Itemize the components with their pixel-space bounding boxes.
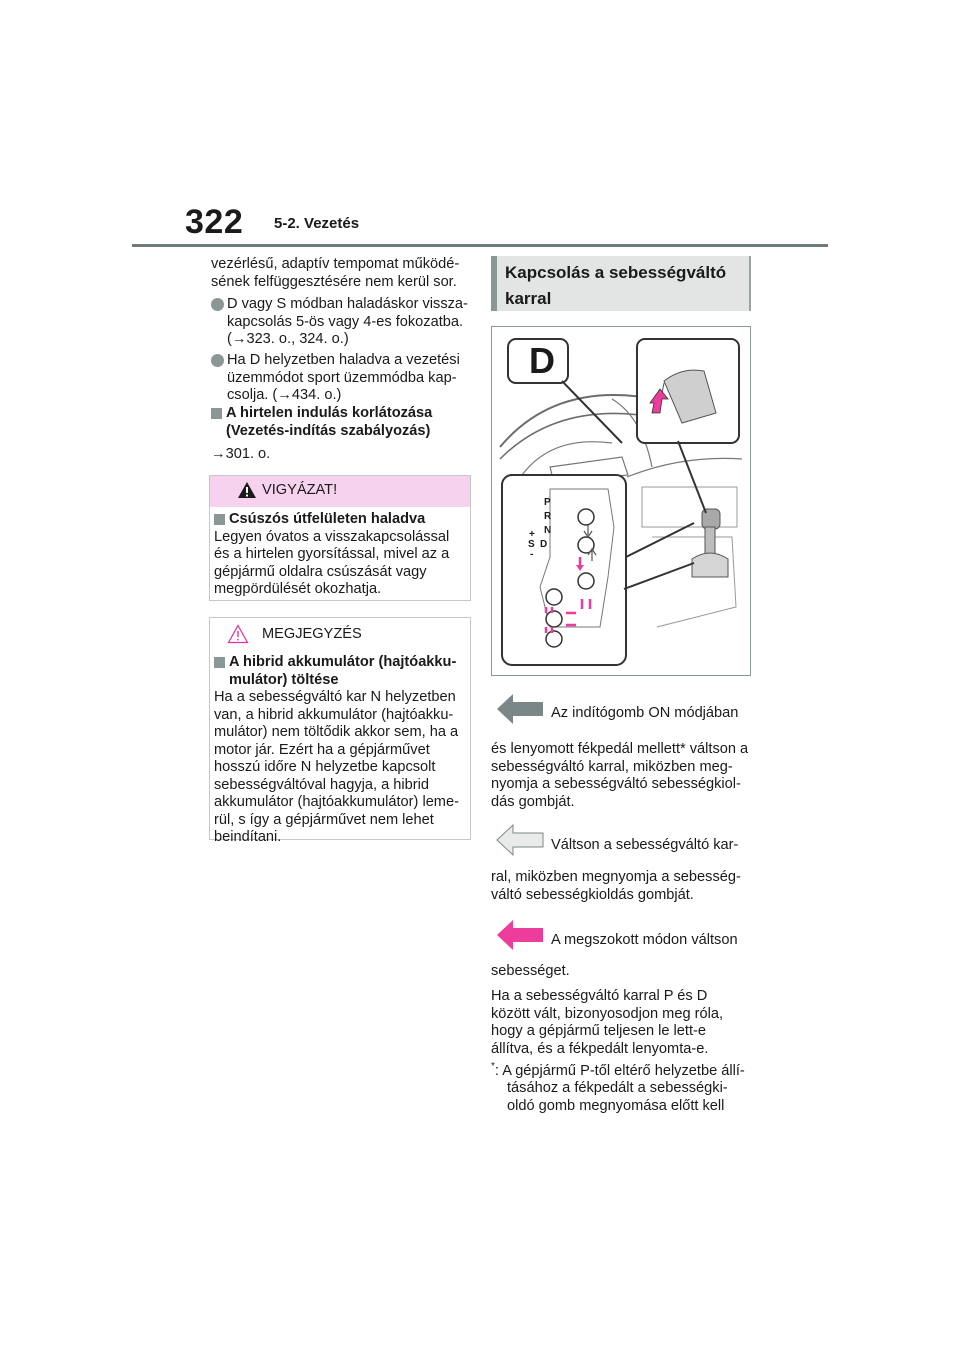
text-line: (Vezetés-indítás szabályozás) xyxy=(226,422,431,439)
text-line: van, a hibrid akkumulátor (hajtóakku- xyxy=(214,706,454,723)
square-bullet-icon xyxy=(214,514,225,525)
legend-description xyxy=(491,741,753,811)
text-line: oldó gomb megnyomása előtt kell xyxy=(507,1097,725,1114)
gate-label-p: P xyxy=(544,497,551,508)
warning-icon xyxy=(237,481,257,499)
subheading xyxy=(211,405,469,440)
white-arrow-icon xyxy=(496,823,544,857)
bullet-item xyxy=(211,352,469,405)
notice-title: MEGJEGYZÉS xyxy=(262,626,362,642)
text-line: között vált, bizonyosodjon meg róla, xyxy=(491,1005,724,1022)
shift-lever-illustration xyxy=(491,326,751,676)
heading-line: karral xyxy=(505,289,552,308)
text-line: üzemmódot sport üzemmódba kap- xyxy=(227,369,457,386)
text-line: sebességváltóval hagyja, a hibrid xyxy=(214,776,429,793)
notice-subheading: A hibrid akkumulátor (hajtóakku- mulátor) töltése xyxy=(214,654,466,689)
text-line: beindítani. xyxy=(214,829,282,845)
legend-first-line: Váltson a sebességváltó kar- xyxy=(551,837,739,853)
caution-subheading: Csúszós útfelületen haladva xyxy=(214,511,466,529)
page-reference[interactable]: →301. o. xyxy=(211,446,271,462)
legend-description: sebességet. xyxy=(491,963,570,979)
page-reference[interactable]: (→323. o., 324. o.) xyxy=(227,331,349,347)
square-bullet-icon xyxy=(214,657,225,668)
text-line: állítva, és a fékpedált lenyomta-e. xyxy=(491,1040,709,1057)
bullet-item xyxy=(211,296,469,349)
text-line: sebességváltó karral, miközben meg- xyxy=(491,758,733,775)
text-line: hosszú időre N helyzetbe kapcsolt xyxy=(214,759,436,775)
text-line: Legyen óvatos a visszakapcsolással xyxy=(214,528,450,545)
text-line: dás gombját. xyxy=(491,793,575,810)
pink-arrow-icon xyxy=(496,918,544,952)
text-line: kapcsolás 5-ös vagy 4-es fokozatba. xyxy=(227,313,464,330)
gate-label-r: R xyxy=(544,511,552,522)
heading-accent-bar xyxy=(491,256,497,311)
text-line: nyomja a sebességváltó sebességkiol- xyxy=(491,776,741,792)
text-line: mulátor) nem töltődik akkor sem, ha a xyxy=(214,724,459,740)
grey-arrow-icon xyxy=(496,692,544,726)
text-line: akkumulátor (hajtóakkumulátor) leme- xyxy=(214,794,459,810)
text-line: tásához a fékpedált a sebességki- xyxy=(507,1080,728,1097)
section-title: 5-2. Vezetés xyxy=(274,215,360,232)
legend-description xyxy=(491,869,753,904)
bullet-icon xyxy=(211,354,224,367)
text-line: motor jár. Ezért ha a gépjárművet xyxy=(214,741,430,758)
text-line: és lenyomott fékpedál mellett* váltson a xyxy=(491,741,749,757)
text-line: Ha a sebességváltó kar N helyzetben xyxy=(214,689,456,705)
footnote-mark: * xyxy=(491,1061,495,1072)
text-line: sének felfüggesztésére nem kerül sor. xyxy=(211,273,457,290)
shift-note-paragraph xyxy=(491,988,753,1058)
caution-title: VIGYÁZAT! xyxy=(262,482,338,498)
text-line: hogy a gépjármű teljesen le lett-e xyxy=(491,1023,706,1039)
gate-label-plus: + xyxy=(529,529,535,540)
square-bullet-icon xyxy=(211,408,222,419)
text-line: megpördülését okozhatja. xyxy=(214,581,382,597)
text-line: váltó sebességkioldás gombját. xyxy=(491,886,694,903)
footnote: *: A gépjármű P-től eltérő helyzetbe állí- tásához a fékpedált a sebességki- oldó gomb megnyomása előtt kell xyxy=(491,1058,753,1115)
notice-box xyxy=(209,617,471,845)
gate-label-minus: - xyxy=(530,549,534,560)
text-line: rül, s így a gépjárművet nem lehet xyxy=(214,811,434,828)
gate-label-d: D xyxy=(540,539,548,550)
gate-label-n: N xyxy=(544,525,552,536)
legend-first-line: Az indítógomb ON módjában xyxy=(551,705,739,721)
bullet-icon xyxy=(211,298,224,311)
text-line: A hirtelen indulás korlátozása xyxy=(226,405,433,421)
heading-line: Kapcsolás a sebességváltó xyxy=(505,263,727,282)
intro-paragraph xyxy=(211,256,469,291)
gate-label-s: S xyxy=(528,539,535,550)
page-number: 322 xyxy=(185,203,244,241)
header-rule xyxy=(132,244,828,247)
text-line: ral, miközben megnyomja a sebesség- xyxy=(491,869,741,885)
notice-icon xyxy=(227,624,249,644)
text-line: Ha D helyzetben haladva a vezetési xyxy=(227,352,460,368)
caution-box xyxy=(209,475,471,601)
callout-letter: D xyxy=(529,340,555,381)
notice-content xyxy=(214,654,466,847)
caution-content xyxy=(214,511,466,599)
caution-header xyxy=(210,476,470,507)
text-line: D vagy S módban haladáskor vissza- xyxy=(227,296,468,312)
page-reference[interactable]: csolja. (→434. o.) xyxy=(227,387,342,403)
legend-first-line: A megszokott módon váltson xyxy=(551,932,738,948)
text-line: Ha a sebességváltó karral P és D xyxy=(491,988,708,1004)
text-line: gépjármű oldalra csúszását vagy xyxy=(214,563,427,580)
text-line: vezérlésű, adaptív tempomat működé- xyxy=(211,256,460,272)
section-heading xyxy=(491,256,751,311)
text-line: és a hirtelen gyorsítással, mivel az a xyxy=(214,546,450,562)
